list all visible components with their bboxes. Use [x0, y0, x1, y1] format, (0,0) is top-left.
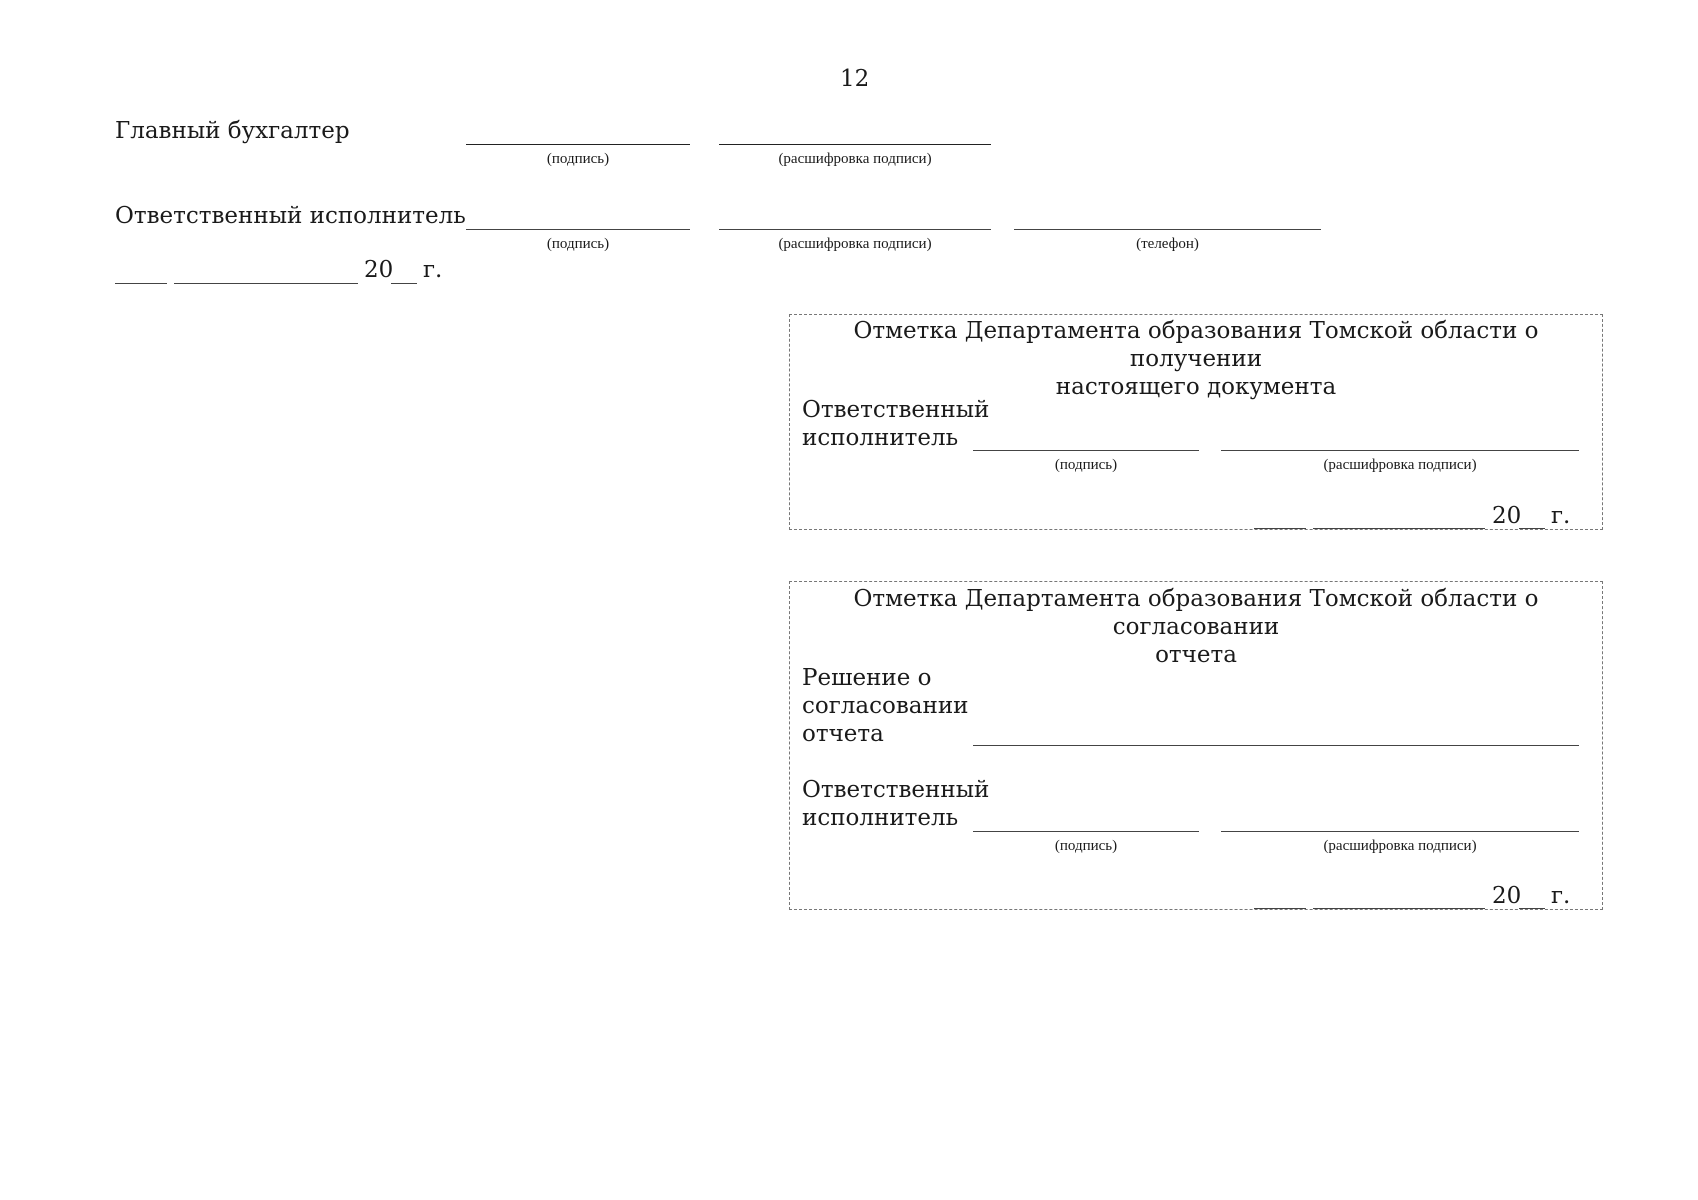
approval-title-line2: отчета: [1155, 642, 1237, 668]
approval-decode-line[interactable]: [1221, 831, 1579, 832]
approval-date-month-line[interactable]: [1313, 908, 1485, 909]
approval-decision-label-line2: согласовании: [802, 693, 969, 719]
receipt-date-year-suffix: г.: [1551, 503, 1571, 529]
receipt-executor-label-line2: исполнитель: [802, 425, 959, 451]
receipt-date-year-prefix: 20: [1492, 503, 1522, 529]
page-number: 12: [840, 66, 870, 92]
receipt-executor-label-line1: Ответственный: [802, 397, 990, 423]
chief-accountant-label: Главный бухгалтер: [115, 118, 350, 144]
date-year-prefix: 20: [364, 257, 394, 283]
approval-title-line1: Отметка Департамента образования Томской области о согласовании: [853, 586, 1539, 640]
receipt-decode-caption: (расшифровка подписи): [1323, 457, 1477, 473]
receipt-date-month-line[interactable]: [1313, 528, 1485, 529]
executor-label: Ответственный исполнитель: [115, 203, 466, 229]
date-year-line[interactable]: [391, 283, 417, 284]
date-month-line[interactable]: [174, 283, 358, 284]
approval-decode-caption: (расшифровка подписи): [1323, 838, 1477, 854]
approval-signature-caption: (подпись): [1054, 838, 1118, 854]
approval-date-year-prefix: 20: [1492, 883, 1522, 909]
approval-date-year-line[interactable]: [1519, 908, 1545, 909]
approval-signature-line[interactable]: [973, 831, 1199, 832]
date-day-line[interactable]: [115, 283, 167, 284]
approval-decision-line[interactable]: [973, 745, 1579, 746]
approval-decision-label-line3: отчета: [802, 721, 884, 747]
chief-accountant-signature-line[interactable]: [466, 144, 690, 145]
approval-date-day-line[interactable]: [1254, 908, 1306, 909]
executor-decode-caption: (расшифровка подписи): [778, 236, 932, 252]
receipt-date-year-line[interactable]: [1519, 528, 1545, 529]
approval-decision-label-line1: Решение о: [802, 665, 932, 691]
executor-decode-line[interactable]: [719, 229, 991, 230]
chief-accountant-decode-caption: (расшифровка подписи): [778, 151, 932, 167]
executor-phone-line[interactable]: [1014, 229, 1321, 230]
receipt-title-line1: Отметка Департамента образования Томской области о получении: [853, 318, 1539, 372]
chief-accountant-signature-caption: (подпись): [546, 151, 610, 167]
receipt-signature-caption: (подпись): [1054, 457, 1118, 473]
executor-phone-caption: (телефон): [1136, 236, 1199, 252]
approval-executor-label-line1: Ответственный: [802, 777, 990, 803]
approval-executor-label-line2: исполнитель: [802, 805, 959, 831]
executor-signature-caption: (подпись): [546, 236, 610, 252]
chief-accountant-decode-line[interactable]: [719, 144, 991, 145]
receipt-title-line2: настоящего документа: [1055, 374, 1337, 400]
executor-signature-line[interactable]: [466, 229, 690, 230]
receipt-decode-line[interactable]: [1221, 450, 1579, 451]
date-year-suffix: г.: [423, 257, 443, 283]
receipt-date-day-line[interactable]: [1254, 528, 1306, 529]
approval-date-year-suffix: г.: [1551, 883, 1571, 909]
receipt-signature-line[interactable]: [973, 450, 1199, 451]
